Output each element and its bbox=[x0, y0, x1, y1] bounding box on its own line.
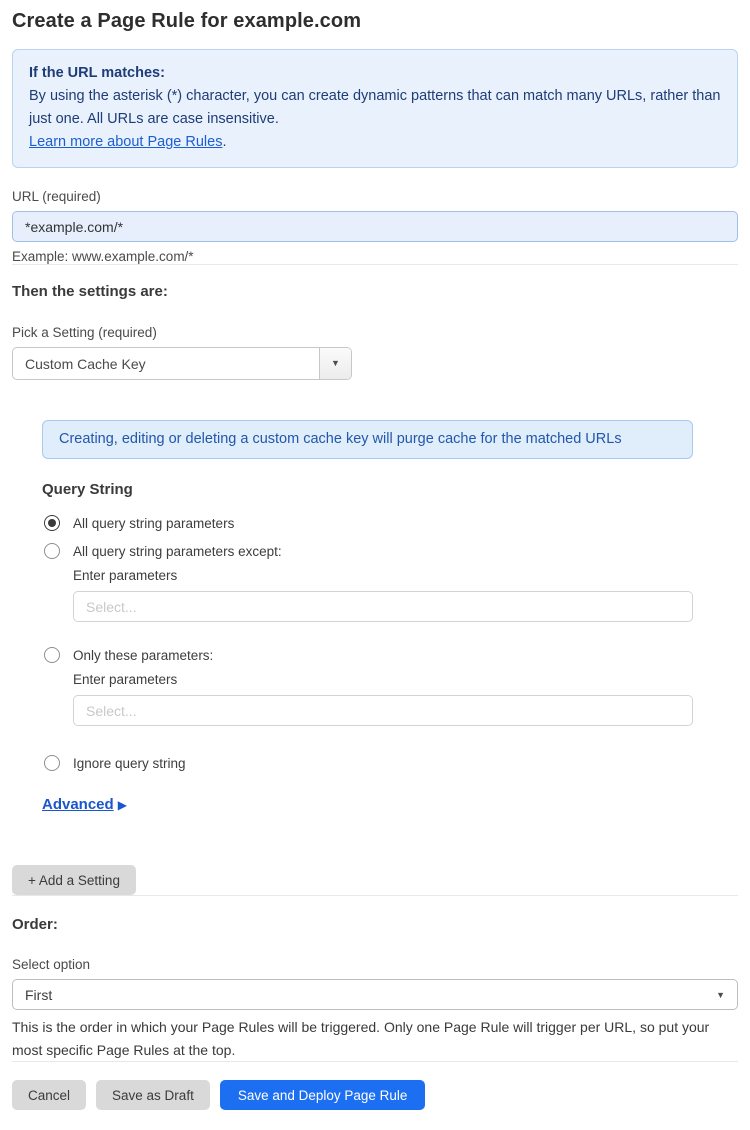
url-example: Example: www.example.com/* bbox=[12, 249, 194, 264]
divider bbox=[12, 895, 738, 896]
save-deploy-button[interactable]: Save and Deploy Page Rule bbox=[220, 1080, 426, 1110]
setting-dropdown[interactable] bbox=[12, 347, 352, 380]
cancel-button[interactable]: Cancel bbox=[12, 1080, 86, 1110]
order-description: This is the order in which your Page Rules will be triggered. Only one Page Rule will trigger per URL, so put your most specific Page Rules at the top. bbox=[12, 1019, 710, 1058]
enter-parameters-label: Enter parameters bbox=[73, 672, 178, 687]
pick-setting-label: Pick a Setting (required) bbox=[12, 325, 157, 340]
radio-option-all-except[interactable] bbox=[44, 543, 738, 559]
footer-buttons bbox=[12, 1080, 738, 1110]
order-heading: Order: bbox=[12, 916, 58, 933]
only-parameters-input[interactable] bbox=[73, 695, 693, 726]
except-parameters-input[interactable] bbox=[73, 591, 693, 622]
advanced-link[interactable] bbox=[42, 796, 127, 813]
radio-label[interactable]: All query string parameters bbox=[73, 515, 235, 531]
chevron-right-icon: ▶ bbox=[117, 798, 127, 812]
chevron-down-icon: ▼ bbox=[716, 990, 725, 1000]
info-box-link-line bbox=[29, 131, 721, 154]
divider bbox=[12, 1061, 738, 1062]
url-input[interactable] bbox=[12, 211, 738, 242]
radio-option-all-params[interactable] bbox=[44, 515, 738, 531]
order-select-value: First bbox=[25, 986, 53, 1003]
info-box-heading: If the URL matches: bbox=[29, 65, 165, 81]
cache-key-notice: Creating, editing or deleting a custom cache key will purge cache for the matched URLs bbox=[42, 420, 693, 459]
setting-dropdown-arrow-box[interactable] bbox=[319, 348, 351, 379]
setting-dropdown-value: Custom Cache Key bbox=[25, 355, 146, 372]
radio-button-icon[interactable] bbox=[44, 543, 60, 559]
chevron-down-icon: ▼ bbox=[331, 358, 340, 368]
radio-option-only-these[interactable] bbox=[44, 647, 738, 663]
add-setting-row bbox=[12, 814, 738, 895]
query-string-heading: Query String bbox=[42, 481, 133, 498]
radio-button-icon[interactable] bbox=[44, 755, 60, 771]
order-select[interactable] bbox=[12, 979, 738, 1010]
info-box-body: By using the asterisk (*) character, you can create dynamic patterns that can match many URLs, rather than just one. All URLs are case insensitive. bbox=[29, 88, 721, 127]
add-setting-button[interactable]: + Add a Setting bbox=[12, 865, 136, 895]
order-select-label: Select option bbox=[12, 957, 91, 972]
radio-button-icon[interactable] bbox=[44, 647, 60, 663]
radio-button-icon[interactable] bbox=[44, 515, 60, 531]
advanced-link-text[interactable]: Advanced bbox=[42, 796, 114, 813]
radio-label[interactable]: Only these parameters: bbox=[73, 647, 214, 663]
radio-option-ignore-query[interactable] bbox=[44, 755, 738, 771]
enter-parameters-label: Enter parameters bbox=[73, 568, 178, 583]
settings-heading: Then the settings are: bbox=[12, 283, 168, 300]
link-suffix: . bbox=[222, 134, 227, 150]
radio-label[interactable]: All query string parameters except: bbox=[73, 543, 282, 559]
learn-more-link[interactable]: Learn more about Page Rules bbox=[29, 134, 223, 150]
url-label: URL (required) bbox=[12, 189, 101, 204]
radio-label[interactable]: Ignore query string bbox=[73, 755, 186, 771]
page-title: Create a Page Rule for example.com bbox=[12, 10, 362, 32]
divider bbox=[12, 264, 738, 265]
save-draft-button[interactable]: Save as Draft bbox=[96, 1080, 210, 1110]
url-match-info-box bbox=[12, 49, 738, 168]
